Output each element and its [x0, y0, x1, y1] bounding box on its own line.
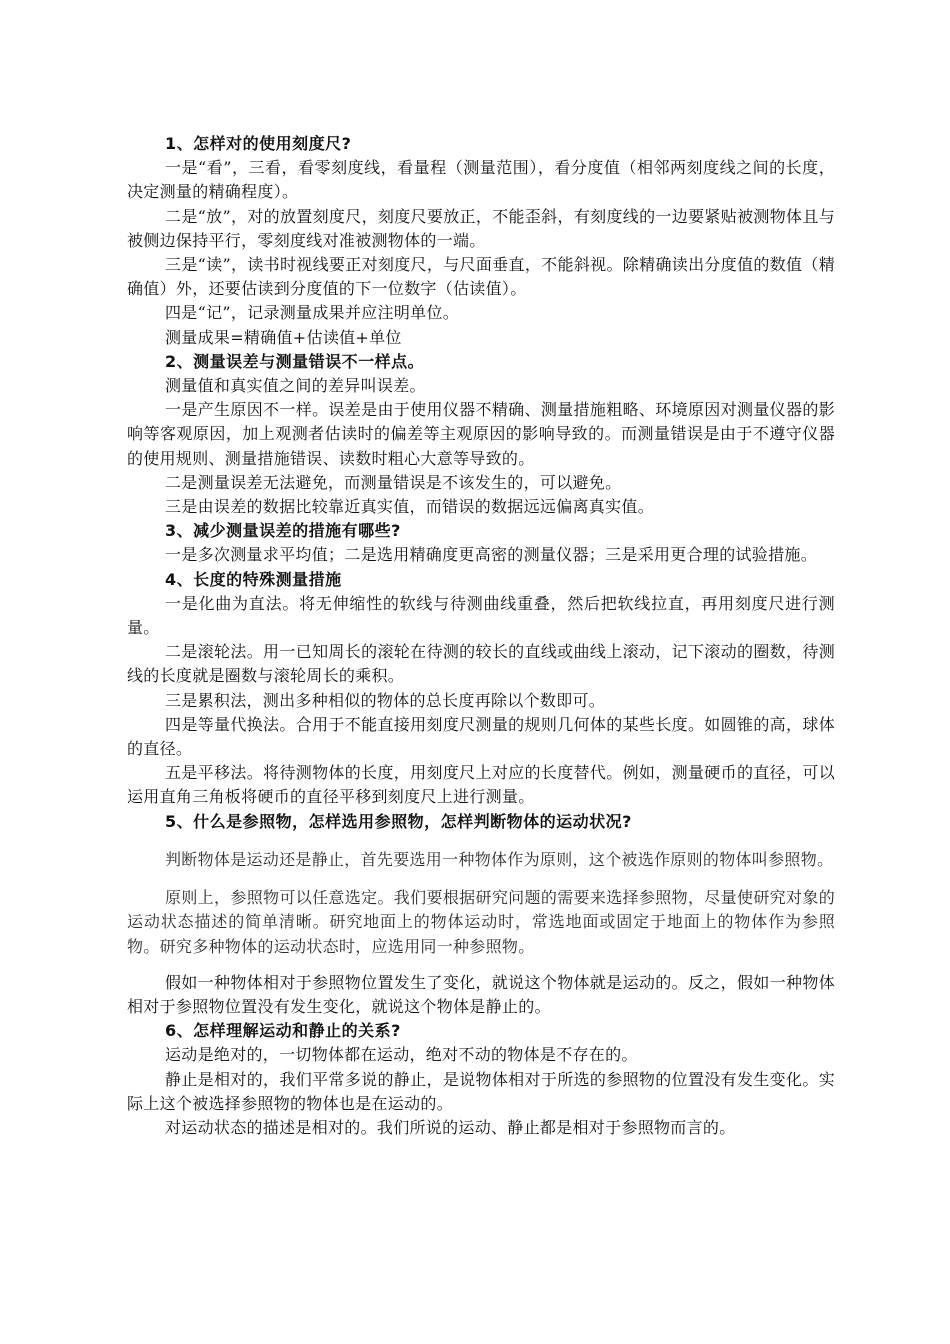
- section-heading: 3、减少测量误差的措施有哪些?: [165, 521, 401, 541]
- paragraph: 一是“看”，三看，看零刻度线，看量程（测量范围），看分度值（相邻两刻度线之间的长度，决定测量的精确程度）。: [127, 158, 835, 202]
- paragraph: 二是“放”，对的放置刻度尺，刻度尺要放正，不能歪斜，有刻度线的一边要紧贴被测物体且与被侧边保持平行，零刻度线对准被测物体的一端。: [127, 206, 835, 250]
- paragraph: 四是等量代换法。合用于不能直接用刻度尺测量的规则几何体的某些长度。如圆锥的高，球体的直径。: [127, 714, 835, 759]
- paragraph: 三是“读”，读书时视线要正对刻度尺，与尺面垂直，不能斜视。除精确读出分度值的数值（精确值）外，还要估读到分度值的下一位数字（估读值）。: [127, 255, 835, 299]
- paragraph: 测量值和真实值之间的差异叫误差。: [165, 376, 426, 396]
- paragraph: 二是滚轮法。用一已知周长的滚轮在待测的较长的直线或曲线上滚动，记下滚动的圈数，待测线的长度就是圈数与滚轮周长的乘积。: [127, 642, 835, 686]
- paragraph: 运动是绝对的，一切物体都在运动，绝对不动的物体是不存在的。: [165, 1045, 638, 1065]
- section-heading: 5、什么是参照物，怎样选用参照物，怎样判断物体的运动状况?: [165, 811, 632, 831]
- paragraph: 静止是相对的，我们平常多说的静止，是说物体相对于所选的参照物的位置没有发生变化。实际上这个被选择参照物的物体也是在运动的。: [127, 1069, 835, 1113]
- paragraph: 二是测量误差无法避免，而测量错误是不该发生的，可以避免。: [165, 472, 622, 492]
- section-heading: 2、测量误差与测量错误不一样点。: [165, 351, 425, 371]
- paragraph: 测量成果=精确值+估读值+单位: [165, 327, 402, 347]
- paragraph: 一是产生原因不一样。误差是由于使用仪器不精确、测量措施粗略、环境原因对测量仪器的影响等客观原因，加上观测者估读时的偏差等主观原因的影响导致的。而测量错误是由于不遵守仪器的使用规则、测量措施错误、读数时粗心大意等导致的。: [127, 400, 835, 468]
- paragraph: 一是化曲为直法。将无伸缩性的软线与待测曲线重叠，然后把软线拉直，再用刻度尺进行测量。: [127, 593, 835, 638]
- paragraph: 一是多次测量求平均值；二是选用精确度更高密的测量仪器；三是采用更合理的试验措施。: [165, 545, 818, 565]
- paragraph: 三是累积法，测出多种相似的物体的总长度再除以个数即可。: [165, 690, 606, 710]
- paragraph: 五是平移法。将待测物体的长度，用刻度尺上对应的长度替代。例如，测量硬币的直径，可以运用直角三角板将硬币的直径平移到刻度尺上进行测量。: [127, 763, 835, 807]
- document-body: [127, 132, 835, 1140]
- paragraph: 原则上，参照物可以任意选定。我们要根据研究问题的需要来选择参照物，尽量使研究对象的运动状态描述的简单清晰。研究地面上的物体运动时，常选地面或固定于地面上的物体作为参照物。研究多种物体的运动状态时，应选用同一种参照物。: [127, 888, 835, 956]
- section-heading: 1、怎样对的使用刻度尺?: [165, 134, 352, 153]
- paragraph: 三是由误差的数据比较靠近真实值，而错误的数据远远偏离真实值。: [165, 497, 655, 517]
- section-heading: 4、长度的特殊测量措施: [165, 569, 342, 589]
- paragraph: 对运动状态的描述是相对的。我们所说的运动、静止都是相对于参照物而言的。: [165, 1117, 736, 1137]
- paragraph: 判断物体是运动还是静止，首先要选用一种物体作为原则，这个被选作原则的物体叫参照物。: [165, 849, 834, 869]
- paragraph: 四是“记”，记录测量成果并应注明单位。: [165, 303, 460, 323]
- section-heading: 6、怎样理解运动和静止的关系?: [165, 1021, 401, 1041]
- paragraph: 假如一种物体相对于参照物位置发生了变化，就说这个物体就是运动的。反之，假如一种物体相对于参照物位置没有发生变化，就说这个物体是静止的。: [127, 972, 835, 1016]
